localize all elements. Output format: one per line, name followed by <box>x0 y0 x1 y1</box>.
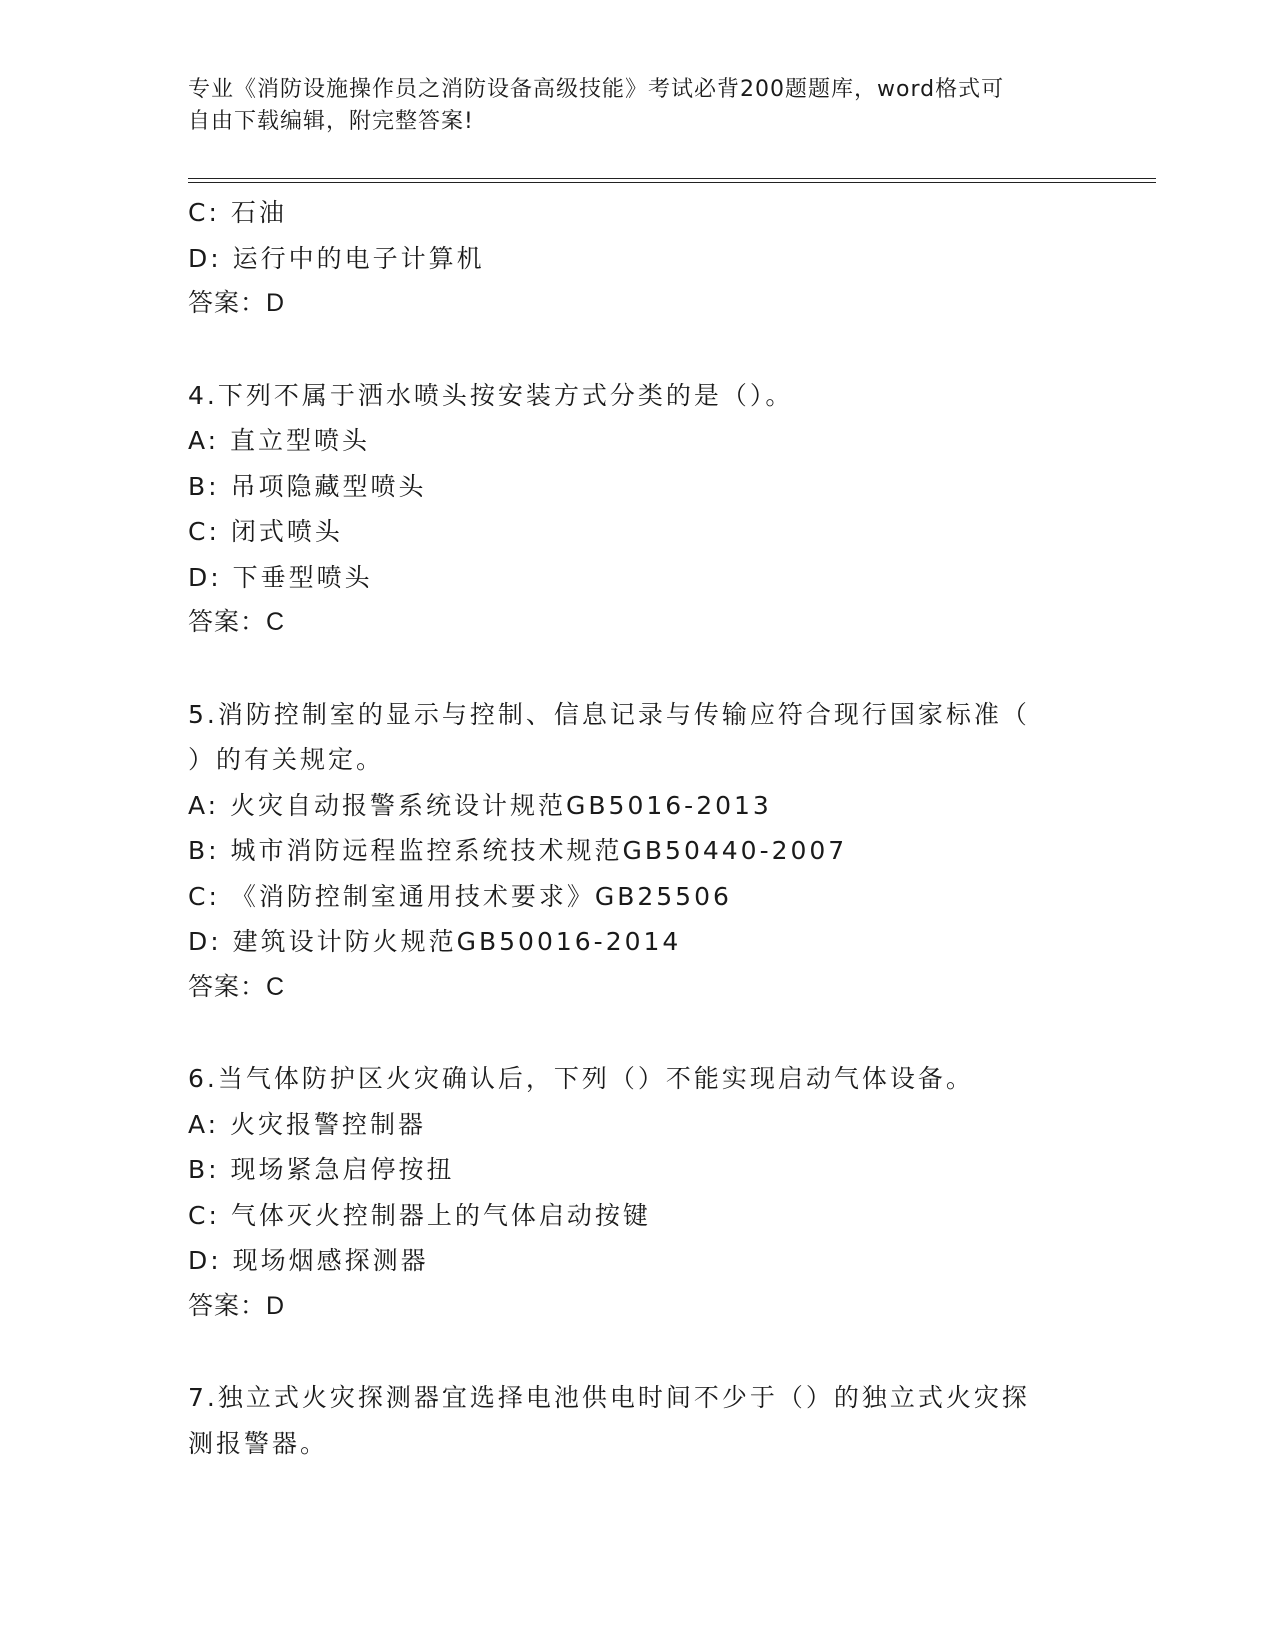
question-block-7 <box>188 1375 1088 1466</box>
header-title-line-1: 专业《消防设施操作员之消防设备高级技能》考试必背200题题库，word格式可 <box>188 77 1005 102</box>
answer: 答案：C <box>188 608 286 636</box>
option-a: A: 火灾自动报警系统设计规范GB5016-2013 <box>188 790 772 820</box>
header-title-line-2: 自由下载编辑，附完整答案! <box>188 109 474 134</box>
option-c: C: 闭式喷头 <box>188 517 343 546</box>
option-b: B: 城市消防远程监控系统技术规范GB50440-2007 <box>188 836 848 865</box>
question-text-line-1: 5.消防控制室的显示与控制、信息记录与传输应符合现行国家标准（ <box>188 699 1030 729</box>
question-block-5 <box>188 692 1088 1011</box>
question-text-line-1: 7.独立式火灾探测器宜选择电池供电时间不少于（）的独立式火灾探 <box>188 1383 1030 1412</box>
question-text: 4.下列不属于洒水喷头按安装方式分类的是（）。 <box>188 380 794 410</box>
option-b: B: 吊项隐藏型喷头 <box>188 471 427 501</box>
option-c: C: 气体灭火控制器上的气体启动按键 <box>188 1200 651 1230</box>
option-d: D: 建筑设计防火规范GB50016-2014 <box>188 927 682 956</box>
spacer <box>188 327 1088 373</box>
answer: 答案：C <box>188 972 286 1001</box>
question-text: 6.当气体防护区火灾确认后，下列（）不能实现启动气体设备。 <box>188 1064 974 1093</box>
option-c: C: 石油 <box>188 198 287 227</box>
option-a: A: 火灾报警控制器 <box>188 1109 427 1139</box>
question-block-6 <box>188 1056 1088 1329</box>
question-block-4 <box>188 373 1088 646</box>
spacer <box>188 646 1088 692</box>
option-a: A: 直立型喷头 <box>188 426 371 455</box>
question-text-line-2: 测报警器。 <box>188 1428 329 1458</box>
option-d: D: 下垂型喷头 <box>188 562 373 592</box>
option-d: D: 现场烟感探测器 <box>188 1246 429 1275</box>
option-c: C: 《消防控制室通用技术要求》GB25506 <box>188 881 732 911</box>
question-list <box>188 190 1088 1466</box>
question-block-prev <box>188 190 1088 327</box>
spacer <box>188 1010 1088 1056</box>
answer: 答案：D <box>188 1291 286 1320</box>
spacer <box>188 1329 1088 1375</box>
option-d: D: 运行中的电子计算机 <box>188 243 485 273</box>
header-divider <box>188 178 1156 183</box>
page-header <box>188 74 1068 138</box>
question-text-line-2: ）的有关规定。 <box>188 745 385 774</box>
option-b: B: 现场紧急启停按扭 <box>188 1155 455 1184</box>
answer: 答案：D <box>188 289 286 317</box>
